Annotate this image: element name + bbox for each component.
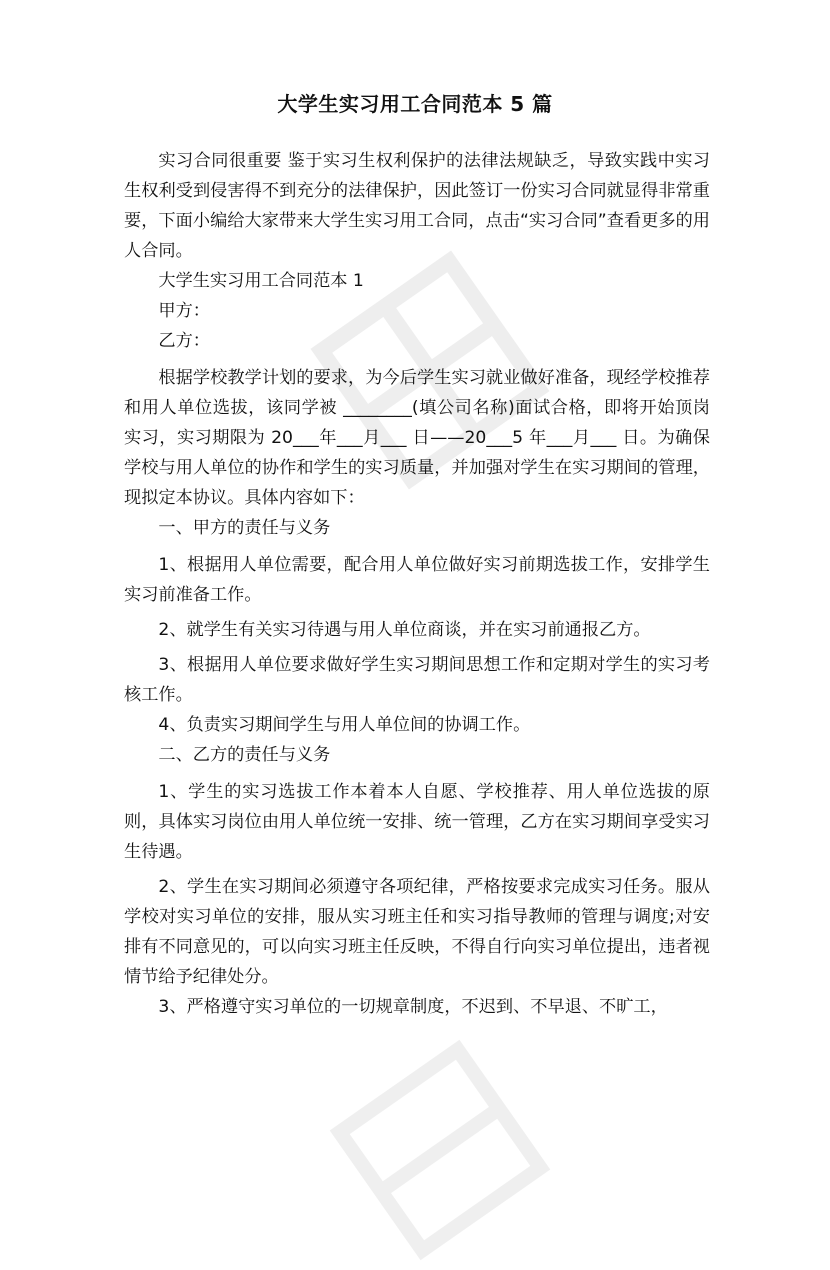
- section-heading-party-b: 二、乙方的责任与义务: [158, 745, 331, 765]
- party-a-line: 甲方：: [158, 301, 210, 321]
- section-heading-party-a: 一、甲方的责任与义务: [158, 518, 331, 538]
- party-a-clause-1: 1、根据用人单位需要，配合用人单位做好实习前期选拔工作，安排学生实习前准备工作。: [124, 555, 710, 605]
- contract-subtitle: 大学生实习用工合同范本 1: [158, 271, 364, 291]
- party-b-line: 乙方：: [158, 331, 210, 351]
- party-a-clause-4: 4、负责实习期间学生与用人单位间的协调工作。: [158, 715, 531, 735]
- document-body: [124, 146, 710, 1022]
- party-b-clause-3: 3、严格遵守实习单位的一切规章制度，不迟到、不早退、不旷工，: [158, 997, 668, 1017]
- party-b-clause-2: 2、学生在实习期间必须遵守各项纪律，严格按要求完成实习任务。服从学校对实习单位的安排，服从实习班主任和实习指导教师的管理与调度;对安排有不同意见的，可以向实习班主任反映，不得自行向实习单位提出，违者视情节给予纪律处分。: [124, 877, 710, 987]
- party-a-clause-2: 2、就学生有关实习待遇与用人单位商谈，并在实习前通报乙方。: [158, 620, 651, 640]
- party-b-clause-1: 1、学生的实习选拔工作本着本人自愿、学校推荐、用人单位选拔的原则，具体实习岗位由用人单位统一安排、统一管理，乙方在实习期间享受实习生待遇。: [124, 782, 710, 862]
- document-title: 大学生实习用工合同范本 5 篇: [277, 92, 553, 116]
- watermark-logo-icon-bottom: [320, 1030, 560, 1270]
- intro-paragraph: 实习合同很重要 鉴于实习生权利保护的法律法规缺乏，导致实践中实习生权利受到侵害得不到充分的法律保护，因此签订一份实习合同就显得非常重要，下面小编给大家带来大学生实习用工合同，点击“实习合同”查看更多的用人合同。: [124, 151, 710, 261]
- party-a-clause-3: 3、根据用人单位要求做好学生实习期间思想工作和定期对学生的实习考核工作。: [124, 655, 710, 705]
- preamble-paragraph: 根据学校教学计划的要求，为今后学生实习就业做好准备，现经学校推荐和用人单位选拔，该同学被 ________(填公司名称)面试合格，即将开始顶岗实习，实习期限为 20___年___月___ 日——20___5 年___月___ 日。为确保学校与用人单位的协作和学生的实习质量，并加强对学生在实习期间的管理，现拟定本协议。具体内容如下：: [124, 368, 710, 508]
